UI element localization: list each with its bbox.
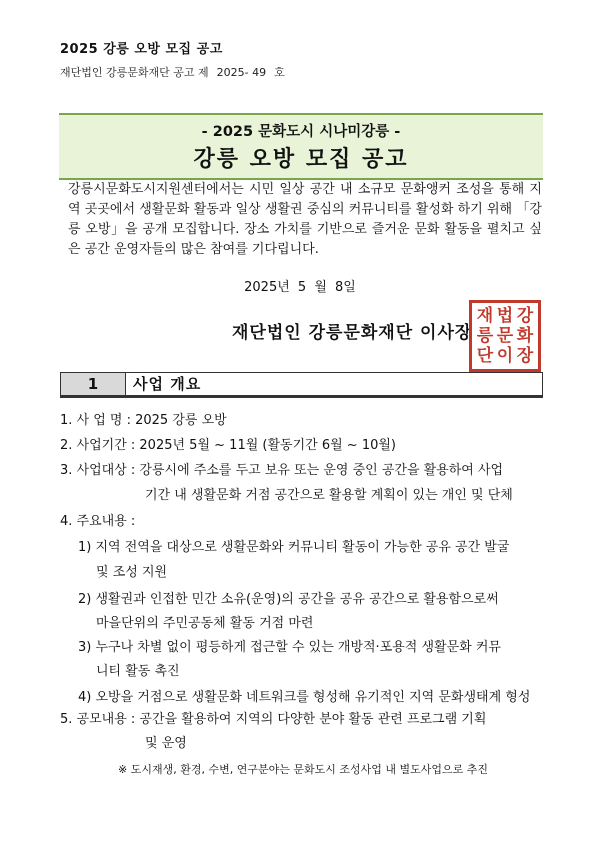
content-item-3-line2: 니티 활동 촉진: [96, 664, 180, 679]
item-target-line1: 3. 사업대상 : 강릉시에 주소를 두고 보유 또는 운영 중인 공간을 활용하여 사업: [60, 463, 504, 478]
item-target-line2: 기간 내 생활문화 거점 공간으로 활용할 계획이 있는 개인 및 단체: [145, 488, 513, 503]
content-item-2-line1: 2) 생활권과 인접한 민간 소유(운영)의 공간을 공유 공간으로 활용함으로써: [78, 592, 499, 607]
banner-title: 강릉 오방 모집 공고: [193, 147, 409, 172]
content-item-3-line1: 3) 누구나 차별 없이 평등하게 접근할 수 있는 개방적·포용적 생활문화 커뮤: [78, 640, 501, 655]
seal-characters: [475, 306, 535, 366]
announcement-number-suffix: 호: [274, 66, 285, 79]
seal-char: 재: [476, 306, 494, 326]
content-item-2-line2: 마을단위의 주민공동체 활동 거점 마련: [96, 616, 314, 631]
content-item-1-line1: 1) 지역 전역을 대상으로 생활문화와 커뮤니티 활동이 가능한 공유 공간 발굴: [78, 540, 510, 555]
document-title: 2025 강릉 오방 모집 공고: [60, 42, 223, 57]
content-item-1-line2: 및 조성 지원: [96, 565, 168, 580]
announcement-date: 2025년 5 월 8일: [244, 280, 356, 295]
seal-char: 릉: [476, 326, 494, 346]
item-content-heading: 4. 주요내용 :: [60, 514, 136, 529]
seal-char: 문: [496, 326, 514, 346]
announcement-number: [60, 64, 293, 80]
seal-char: 장: [516, 346, 534, 366]
seal-char: 강: [516, 306, 534, 326]
section-number: 1: [61, 373, 126, 395]
item-project-name: 1. 사 업 명 : 2025 강릉 오방: [60, 413, 227, 428]
title-banner: [59, 113, 543, 180]
seal-char: 단: [476, 346, 494, 366]
item-program-line1: 5. 공모내용 : 공간을 활용하여 지역의 다양한 분야 활동 관련 프로그램 기획: [60, 712, 487, 727]
item-program-line2: 및 운영: [145, 736, 187, 751]
banner-subtitle: - 2025 문화도시 시나미강릉 -: [201, 124, 401, 140]
intro-paragraph: 강릉시문화도시지원센터에서는 시민 일상 공간 내 소규모 문화앵커 조성을 통해 지역 곳곳에서 생활문화 활동과 일상 생활권 중심의 커뮤니티를 활성화 하기 위해 「강릉 오방」을 공개 모집합니다. 장소 가치를 기반으로 즐거운 문화 활동을 펼치고 싶은 공간 운영자들의 많은 참여를 기다립니다.: [68, 182, 542, 257]
seal-char: 화: [516, 326, 534, 346]
program-note: ※ 도시재생, 환경, 수변, 연구분야는 문화도시 조성사업 내 별도사업으로 추진: [118, 763, 488, 776]
content-item-4: 4) 오방을 거점으로 생활문화 네트워크를 형성해 유기적인 지역 문화생태계 형성: [78, 690, 531, 705]
section-header: [60, 372, 543, 398]
seal-char: 이: [496, 346, 514, 366]
issuer-name: 재단법인 강릉문화재단 이사장: [232, 323, 473, 343]
announcement-number-prefix: 재단법인 강릉문화재단 공고 제: [60, 66, 209, 79]
section-title: 사업 개요: [133, 375, 202, 393]
item-project-period: 2. 사업기간 : 2025년 5월 ~ 11월 (활동기간 6월 ~ 10월): [60, 438, 396, 453]
announcement-number-value: 2025- 49: [216, 66, 267, 79]
official-seal: [469, 300, 541, 372]
seal-char: 법: [496, 306, 514, 326]
